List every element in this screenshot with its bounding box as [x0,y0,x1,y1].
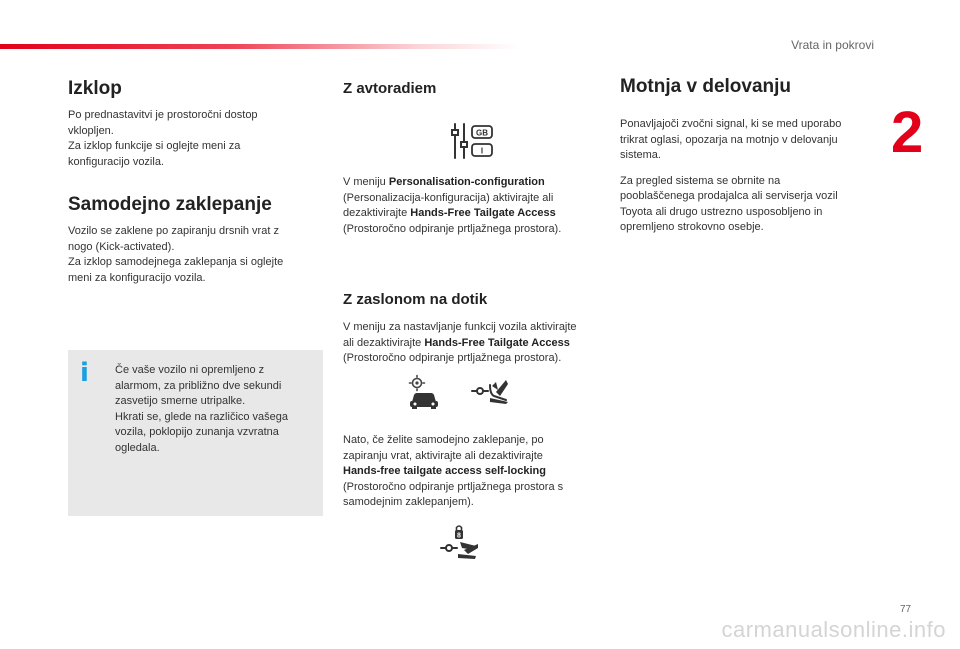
zaslon-text-1-pre: V meniju za nastavljanje funkcij vozila aktivirajte ali dezaktivirajte [343,321,577,349]
zaslon-text-2-bold: Hands-free tailgate access self-locking [343,465,546,477]
chapter-number: 2 [891,100,924,165]
motnja-title: Motnja v delovanju [620,76,792,97]
radio-icon-i-label: I [480,146,484,156]
hands-free-lock-icon [438,524,480,560]
section-title: Vrata in pokrovi [791,38,874,52]
car-settings-icon [404,374,442,410]
avtoradiem-text-bold1: Personalisation-configuration [388,176,545,188]
info-icon: i [80,358,89,388]
zaslon-text-1-bold: Hands-Free Tailgate Access [424,336,570,349]
avtoradiem-text-pre: V meniju [343,176,389,188]
avtoradiem-block [343,175,603,237]
page-number: 77 [900,604,912,615]
avtoradiem-text-mid: (Personalizacija-konfiguracija) aktivirajte ali dezaktivirajte [343,191,554,219]
avtoradiem-text-post: (Prostoročno odpiranje prtljažnega prostora). [343,222,562,235]
samodejno-text: Vozilo se zaklene po zapiranju drsnih vrat z nogo (Kick-activated). Za izklop samodejnega zaklepanja si oglejte meni za konfiguracijo vozila. [68,225,284,284]
samodejno-title: Samodejno zaklepanje [68,194,272,215]
zaslon-block-1 [343,320,605,367]
radio-icon-gb-label: GB [476,128,488,138]
zaslon-text-2-pre: Nato, če želite samodejno zaklepanje, po zapiranju vrat, aktivirajte ali dezaktivirajte [343,434,544,462]
avtoradiem-text [343,175,603,237]
settings-radio-icon [450,122,496,160]
izklop-title: Izklop [68,78,122,99]
zaslon-text-1-post: (Prostoročno odpiranje prtljažnega prostora). [343,352,562,364]
zaslon-text-2 [343,433,605,511]
zaslon-block-2 [343,433,605,511]
left-column [68,78,318,286]
zaslon-text-2-post: (Prostoročno odpiranje prtljažnega prostora s samodejnim zaklepanjem). [343,480,564,508]
header-accent-bar [0,44,520,49]
zaslon-title-wrap [343,291,603,308]
avtoradiem-title: Z avtoradiem [343,80,437,97]
zaslon-title: Z zaslonom na dotik [343,291,488,308]
info-box [68,350,323,516]
middle-column [343,80,603,97]
info-text: Če vaše vozilo ni opremljeno z alarmom, za približno dve sekundi zasvetijo smerne utripalke. Hkrati se, glede na različico vašega vozila, poklopijo zunanja vzvratna ogledala. [115,364,289,454]
izklop-text: Po prednastavitvi je prostoročni dostop vklopljen. Za izklop funkcije si oglejte meni za konfiguracijo vozila. [68,109,258,168]
avtoradiem-text-bold2: Hands-Free Tailgate Access [410,207,556,219]
watermark-text: carmanualsonline.info [721,617,946,642]
right-column [620,76,870,236]
lock-icon-number: 8 [457,532,461,540]
watermark [0,617,960,649]
zaslon-text-1 [343,320,605,367]
motnja-text-1: Ponavljajoči zvočni signal, ki se med uporabo trikrat oglasi, opozarja na motnjo v delovanju sistema. [620,118,842,161]
motnja-text-2: Za pregled sistema se obrnite na pooblaščenega prodajalca ali serviserja vozil Toyota ali drugo ustrezno usposobljeno in opremljeno strokovno osebje. [620,174,838,233]
hands-free-tailgate-icon [470,376,510,406]
